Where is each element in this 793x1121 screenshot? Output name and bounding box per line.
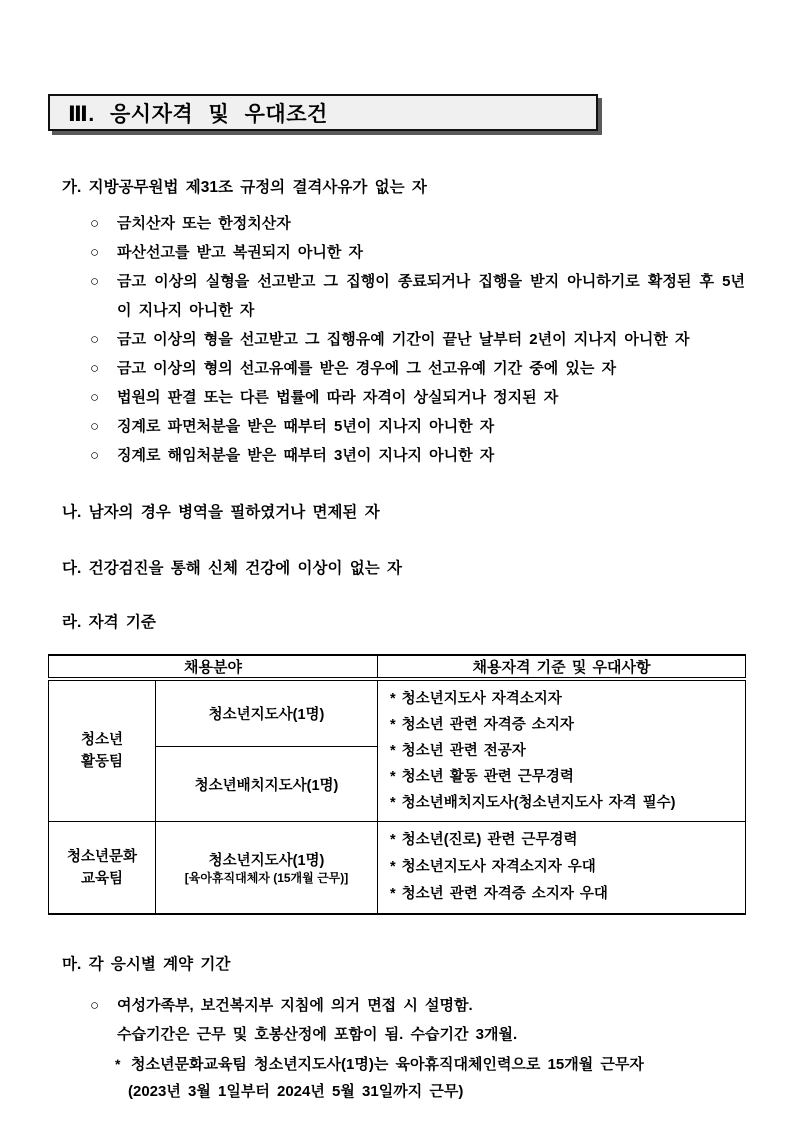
criteria-item: * 청소년지도사 자격소지자 xyxy=(390,691,562,707)
criteria-item: * 청소년 관련 전공자 xyxy=(390,743,526,759)
list-item xyxy=(90,441,745,470)
circle-bullet-icon: ○ xyxy=(90,244,100,261)
circle-bullet-icon: ○ xyxy=(90,331,100,348)
list-item-text: 수습기간은 근무 및 호봉산정에 포함이 됨. 수습기간 3개월. xyxy=(117,1026,518,1043)
team-line: 활동팀 xyxy=(80,754,124,770)
contract-period-list xyxy=(90,991,745,1104)
criteria-item: * 청소년배치지도사(청소년지도사 자격 필수) xyxy=(390,795,676,811)
list-item-text: (2023년 3월 1일부터 2024년 5월 31일까지 근무) xyxy=(128,1083,464,1100)
criteria-item: * 청소년 관련 자격증 소지자 우대 xyxy=(390,886,608,902)
list-item xyxy=(90,991,745,1020)
circle-bullet-icon: ○ xyxy=(90,418,100,435)
section-title: Ⅲ. 응시자격 및 우대조건 xyxy=(68,102,328,126)
list-item-text: 법원의 판결 또는 다른 법률에 따라 자격이 상실되거나 정지된 자 xyxy=(117,389,559,406)
list-item-text: 여성가족부, 보건복지부 지침에 의거 면접 시 설명함. xyxy=(117,997,473,1014)
list-item-text: 금고 이상의 형을 선고받고 그 집행유예 기간이 끝난 날부터 2년이 지나지 아니한 자 xyxy=(117,331,690,348)
header-criteria: 채용자격 기준 및 우대사항 xyxy=(378,655,746,679)
list-item xyxy=(90,1080,745,1104)
list-item xyxy=(90,1049,745,1080)
circle-bullet-icon: ○ xyxy=(90,273,100,290)
criteria-item: * 청소년(진로) 관련 근무경력 xyxy=(390,832,578,848)
criteria-item: * 청소년지도사 자격소지자 우대 xyxy=(390,859,596,875)
criteria-item: * 청소년 활동 관련 근무경력 xyxy=(390,769,574,785)
circle-bullet-icon: ○ xyxy=(90,215,100,232)
table-header-row xyxy=(49,655,746,679)
criteria-cell-activity xyxy=(378,679,746,822)
section-da-title: 건강검진을 통해 신체 건강에 이상이 없는 자 xyxy=(88,560,402,577)
section-da-heading xyxy=(62,559,753,579)
section-ga-title: 지방공무원법 제31조 규정의 결격사유가 없는 자 xyxy=(88,179,427,196)
list-item xyxy=(90,383,745,412)
circle-bullet-icon: ○ xyxy=(90,447,100,464)
position-cell xyxy=(156,822,378,915)
section-ra-label: 라. xyxy=(62,614,82,631)
criteria-item: * 청소년 관련 자격증 소지자 xyxy=(390,717,574,733)
qualification-table xyxy=(48,654,746,915)
list-item xyxy=(90,267,745,325)
position-title: 청소년지도사(1명) xyxy=(208,853,325,869)
team-cell-culture xyxy=(49,822,156,915)
section-ma-title: 각 응시별 계약 기간 xyxy=(88,956,231,973)
section-da-label: 다. xyxy=(62,560,82,577)
list-item xyxy=(90,1020,745,1049)
header-recruit-field: 채용분야 xyxy=(49,655,378,679)
list-item-text: 징계로 파면처분을 받은 때부터 5년이 지나지 아니한 자 xyxy=(117,418,495,435)
section-na-label: 나. xyxy=(62,504,82,521)
list-item-text: 파산선고를 받고 복권되지 아니한 자 xyxy=(117,244,364,261)
document-content xyxy=(0,160,793,1104)
list-item xyxy=(90,354,745,383)
list-item xyxy=(90,238,745,267)
list-item-text: 청소년문화교육팀 청소년지도사(1명)는 육아휴직대체인력으로 15개월 근무자 xyxy=(131,1056,644,1073)
section-title-box xyxy=(48,94,598,131)
list-item-text: 금고 이상의 실형을 선고받고 그 집행이 종료되거나 집행을 받지 아니하기로 확정된 후 5년이 지나지 아니한 자 xyxy=(117,273,745,319)
list-item-text: 금고 이상의 형의 선고유예를 받은 경우에 그 선고유예 기간 중에 있는 자 xyxy=(117,360,617,377)
star-bullet-icon: * xyxy=(115,1056,121,1072)
section-ga-heading xyxy=(62,178,753,198)
list-item xyxy=(90,412,745,441)
circle-bullet-icon: ○ xyxy=(90,997,100,1014)
section-ma-label: 마. xyxy=(62,956,82,973)
team-line: 청소년문화 xyxy=(66,848,138,865)
section-ga-label: 가. xyxy=(62,179,82,196)
section-na-heading xyxy=(62,503,753,523)
section-ra-heading xyxy=(62,613,753,633)
position-cell: 청소년배치지도사(1명) xyxy=(156,747,378,822)
list-item xyxy=(90,209,745,238)
circle-bullet-icon: ○ xyxy=(90,389,100,406)
team-cell-activity xyxy=(49,679,156,822)
list-item xyxy=(90,325,745,354)
list-item-text: 금치산자 또는 한정치산자 xyxy=(117,215,291,232)
section-na-title: 남자의 경우 병역을 필하였거나 면제된 자 xyxy=(88,504,380,521)
list-item-text: 징계로 해임처분을 받은 때부터 3년이 지나지 아니한 자 xyxy=(117,447,495,464)
position-note: [육아휴직대체자 (15개월 근무)] xyxy=(184,871,349,885)
disqualification-list xyxy=(90,209,745,470)
section-ra-title: 자격 기준 xyxy=(88,614,156,631)
table-row xyxy=(49,679,746,747)
team-line: 청소년 xyxy=(80,732,124,748)
criteria-cell-culture xyxy=(378,822,746,915)
team-line: 교육팀 xyxy=(80,870,124,887)
table-row xyxy=(49,822,746,915)
section-ma-heading xyxy=(62,955,753,975)
position-cell: 청소년지도사(1명) xyxy=(156,679,378,747)
circle-bullet-icon: ○ xyxy=(90,360,100,377)
